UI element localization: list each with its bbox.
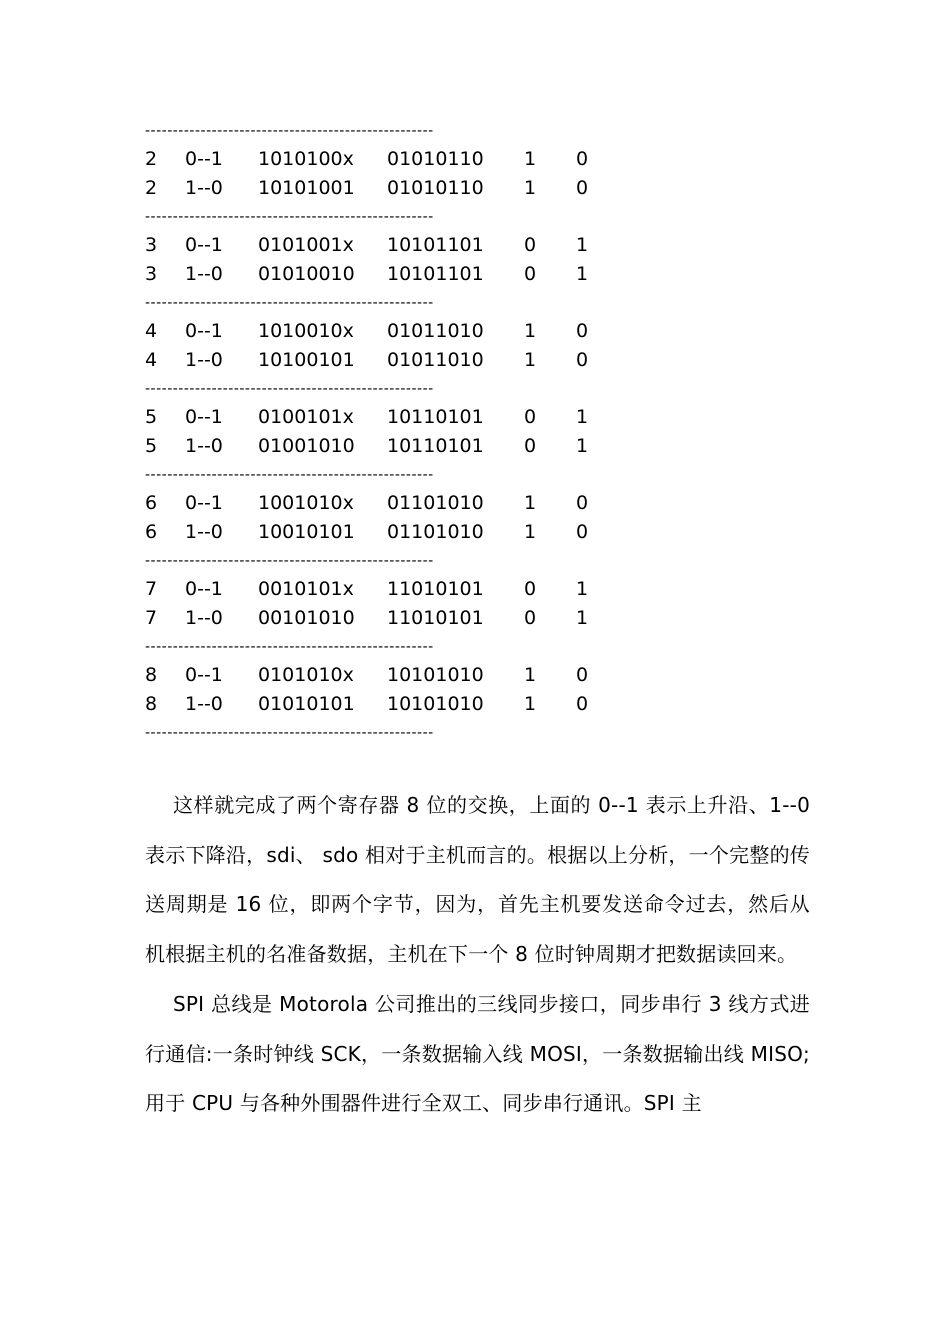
cell-edge: 1--0 — [185, 349, 223, 371]
cell-master-register: 01010101 — [258, 693, 355, 715]
table-row — [145, 489, 625, 518]
cell-slave-register: 10101010 — [387, 664, 484, 686]
cell-edge: 0--1 — [185, 320, 223, 342]
cell-edge: 0--1 — [185, 406, 223, 428]
cell-master-register: 10010101 — [258, 521, 355, 543]
cell-sdi: 0 — [576, 693, 589, 715]
cell-bit-index: 7 — [145, 607, 158, 629]
cell-slave-register: 10101101 — [387, 234, 484, 256]
table-row — [145, 690, 625, 719]
cell-slave-register: 10101101 — [387, 263, 484, 285]
cell-sdi: 0 — [576, 177, 589, 199]
cell-sdi: 1 — [576, 263, 589, 285]
paragraph-exchange-summary: 这样就完成了两个寄存器 8 位的交换，上面的 0--1 表示上升沿、1--0 表示下降沿，sdi、 sdo 相对于主机而言的。根据以上分析，一个完整的传送周期是 16 位，即两个字节，因为，首先主机要发送命令过去，然后从机根据主机的名准备数据，主机在下一个 8 位时钟周期才把数据读回来。 — [145, 793, 810, 966]
cell-sdo: 0 — [524, 234, 537, 256]
cell-bit-index: 3 — [145, 263, 158, 285]
cell-sdo: 0 — [524, 406, 537, 428]
cell-bit-index: 6 — [145, 521, 158, 543]
cell-sdo: 0 — [524, 263, 537, 285]
table-row — [145, 518, 625, 547]
cell-edge: 1--0 — [185, 435, 223, 457]
cell-slave-register: 10110101 — [387, 435, 484, 457]
cell-slave-register: 10110101 — [387, 406, 484, 428]
cell-sdo: 0 — [524, 578, 537, 600]
cell-sdo: 0 — [524, 607, 537, 629]
cell-sdi: 0 — [576, 521, 589, 543]
table-row — [145, 145, 625, 174]
cell-bit-index: 8 — [145, 664, 158, 686]
table-separator: ---------------------------------------------------- — [145, 209, 434, 225]
cell-sdi: 0 — [576, 349, 589, 371]
cell-sdi: 1 — [576, 406, 589, 428]
table-row — [145, 231, 625, 260]
cell-edge: 1--0 — [185, 607, 223, 629]
cell-master-register: 01010010 — [258, 263, 355, 285]
table-row — [145, 575, 625, 604]
cell-sdo: 1 — [524, 148, 537, 170]
table-separator: ---------------------------------------------------- — [145, 725, 434, 741]
table-separator: ---------------------------------------------------- — [145, 639, 434, 655]
table-separator: ---------------------------------------------------- — [145, 123, 434, 139]
cell-bit-index: 2 — [145, 177, 158, 199]
cell-sdi: 0 — [576, 664, 589, 686]
cell-master-register: 01001010 — [258, 435, 355, 457]
cell-sdo: 1 — [524, 349, 537, 371]
cell-master-register: 10100101 — [258, 349, 355, 371]
cell-edge: 0--1 — [185, 492, 223, 514]
cell-sdi: 1 — [576, 234, 589, 256]
body-text — [145, 781, 810, 1130]
cell-sdo: 1 — [524, 492, 537, 514]
cell-master-register: 0101010x — [258, 664, 354, 686]
cell-edge: 1--0 — [185, 521, 223, 543]
table-row — [145, 661, 625, 690]
cell-master-register: 1001010x — [258, 492, 354, 514]
cell-master-register: 1010010x — [258, 320, 354, 342]
cell-bit-index: 6 — [145, 492, 158, 514]
cell-sdo: 1 — [524, 521, 537, 543]
cell-master-register: 0100101x — [258, 406, 354, 428]
cell-sdi: 1 — [576, 607, 589, 629]
cell-bit-index: 7 — [145, 578, 158, 600]
cell-sdi: 1 — [576, 578, 589, 600]
cell-sdo: 1 — [524, 320, 537, 342]
cell-master-register: 0101001x — [258, 234, 354, 256]
cell-bit-index: 5 — [145, 406, 158, 428]
cell-slave-register: 10101010 — [387, 693, 484, 715]
cell-slave-register: 01010110 — [387, 177, 484, 199]
table-row — [145, 346, 625, 375]
cell-edge: 0--1 — [185, 234, 223, 256]
cell-bit-index: 5 — [145, 435, 158, 457]
cell-edge: 1--0 — [185, 693, 223, 715]
cell-slave-register: 01011010 — [387, 349, 484, 371]
table-row — [145, 260, 625, 289]
cell-sdi: 1 — [576, 435, 589, 457]
cell-sdo: 1 — [524, 693, 537, 715]
cell-slave-register: 11010101 — [387, 607, 484, 629]
cell-slave-register: 01101010 — [387, 521, 484, 543]
cell-slave-register: 11010101 — [387, 578, 484, 600]
cell-sdo: 1 — [524, 664, 537, 686]
cell-master-register: 0010101x — [258, 578, 354, 600]
cell-slave-register: 01011010 — [387, 320, 484, 342]
cell-bit-index: 4 — [145, 320, 158, 342]
table-row — [145, 403, 625, 432]
table-separator: ---------------------------------------------------- — [145, 467, 434, 483]
paragraph-spi-bus-intro: SPI 总线是 Motorola 公司推出的三线同步接口，同步串行 3 线方式进行通信:一条时钟线 SCK，一条数据输入线 MOSI，一条数据输出线 MISO;用于 CPU 与各种外围器件进行全双工、同步串行通讯。SPI 主 — [145, 992, 810, 1115]
table-separator: ---------------------------------------------------- — [145, 295, 434, 311]
cell-edge: 1--0 — [185, 177, 223, 199]
table-row — [145, 604, 625, 633]
cell-slave-register: 01010110 — [387, 148, 484, 170]
table-row — [145, 174, 625, 203]
table-separator: ---------------------------------------------------- — [145, 381, 434, 397]
table-row — [145, 432, 625, 461]
cell-bit-index: 3 — [145, 234, 158, 256]
cell-sdi: 0 — [576, 320, 589, 342]
cell-bit-index: 8 — [145, 693, 158, 715]
cell-edge: 1--0 — [185, 263, 223, 285]
cell-edge: 0--1 — [185, 148, 223, 170]
cell-master-register: 10101001 — [258, 177, 355, 199]
cell-master-register: 1010100x — [258, 148, 354, 170]
cell-bit-index: 4 — [145, 349, 158, 371]
cell-sdo: 1 — [524, 177, 537, 199]
cell-edge: 0--1 — [185, 578, 223, 600]
cell-master-register: 00101010 — [258, 607, 355, 629]
table-row — [145, 317, 625, 346]
cell-edge: 0--1 — [185, 664, 223, 686]
cell-slave-register: 01101010 — [387, 492, 484, 514]
cell-sdi: 0 — [576, 148, 589, 170]
cell-sdi: 0 — [576, 492, 589, 514]
table-separator: ---------------------------------------------------- — [145, 553, 434, 569]
spi-timing-table — [145, 117, 625, 747]
cell-sdo: 0 — [524, 435, 537, 457]
cell-bit-index: 2 — [145, 148, 158, 170]
